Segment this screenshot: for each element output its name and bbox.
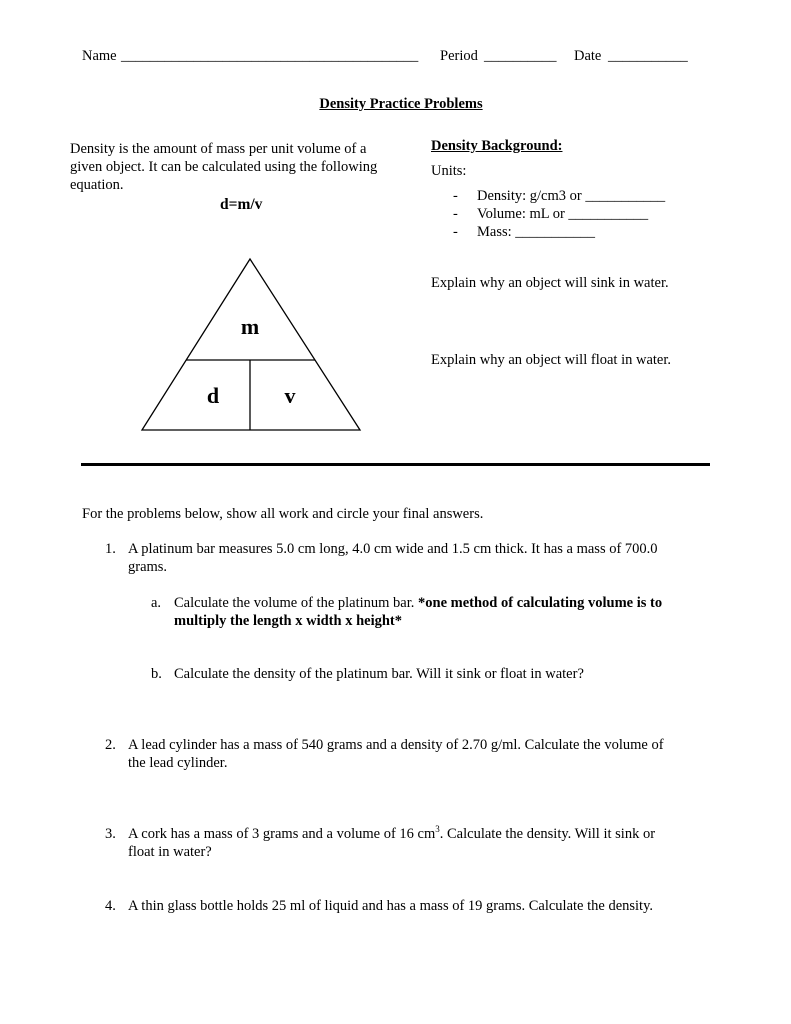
units-item-dash: - [453,224,458,240]
intro-line-2: given object. It can be calculated using the following [70,159,378,175]
period-label: Period [440,48,478,64]
sink-prompt: Explain why an object will sink in water. [431,275,669,291]
triangle-outline [142,259,360,430]
problem-4-number: 4. [105,898,116,914]
problem-1-text-cont: grams. [128,559,168,575]
units-item-density: Density: g/cm3 or ___________ [477,188,666,204]
superscript-3: 3 [435,824,440,835]
problem-1a-hint-cont: multiply the length x width x height* [174,613,402,629]
name-blank[interactable]: _________________________________________ [121,48,419,64]
problem-2-text-cont: the lead cylinder. [128,755,228,771]
date-label: Date [574,48,602,64]
triangle-label-volume: v [284,383,296,408]
name-label: Name [82,48,117,64]
background-heading: Density Background: [431,138,563,154]
problem-1b-label: b. [151,666,162,682]
triangle-label-mass: m [240,314,260,339]
problem-3-text-cont: float in water? [128,844,212,860]
triangle-label-density: d [206,383,220,408]
problem-1b-text: Calculate the density of the platinum bar. Will it sink or float in water? [174,666,584,682]
instructions: For the problems below, show all work and circle your final answers. [82,506,484,522]
problem-3-text [128,825,655,843]
problem-1-number: 1. [105,541,116,557]
problem-2-text: A lead cylinder has a mass of 540 grams and a density of 2.70 g/ml. Calculate the volume of [128,737,664,753]
density-triangle-diagram [140,256,364,436]
problem-1a-label: a. [151,595,162,611]
problem-3-text-tail: . Calculate the density. Will it sink or [439,826,656,842]
problem-2-number: 2. [105,737,116,753]
units-item-mass: Mass: ___________ [477,224,596,240]
problem-1a-text [174,594,662,612]
units-item-dash: - [453,188,458,204]
intro-line-3: equation. [70,177,124,193]
date-blank[interactable]: ___________ [608,48,688,64]
problem-3-number: 3. [105,826,116,842]
units-item-volume: Volume: mL or ___________ [477,206,649,222]
units-label: Units: [431,163,467,179]
problem-1a-question: Calculate the volume of the platinum bar. [174,595,415,611]
float-prompt: Explain why an object will float in water. [431,352,671,368]
problem-4-text: A thin glass bottle holds 25 ml of liquid and has a mass of 19 grams. Calculate the density. [128,898,654,914]
section-divider [81,463,710,466]
density-equation: d=m/v [220,196,263,213]
intro-line-1: Density is the amount of mass per unit volume of a [70,141,367,157]
period-blank[interactable]: __________ [484,48,557,64]
units-item-dash: - [453,206,458,222]
problem-3-text-main: A cork has a mass of 3 grams and a volume of 16 cm [128,826,436,842]
problem-1a-hint: *one method of calculating volume is to [418,595,663,611]
problem-1-text: A platinum bar measures 5.0 cm long, 4.0 cm wide and 1.5 cm thick. It has a mass of 700.0 [128,541,658,557]
page-title: Density Practice Problems [319,96,483,112]
